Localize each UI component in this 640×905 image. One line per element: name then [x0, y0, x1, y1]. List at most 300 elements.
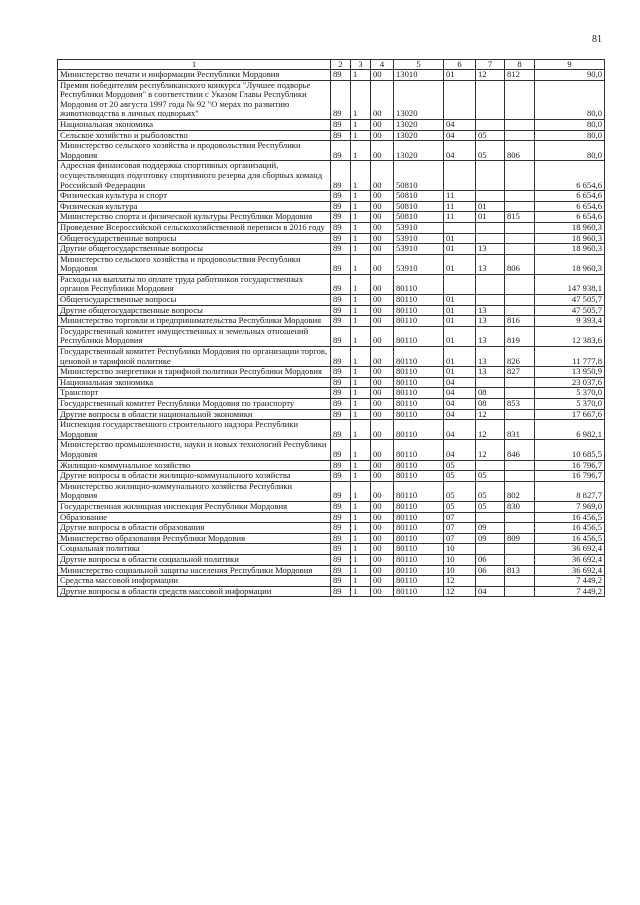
code-prog-cell: 00	[371, 254, 394, 274]
code-prog-cell: 00	[371, 295, 394, 306]
code-section-cell: 01	[444, 295, 476, 306]
code-sp-cell: 1	[351, 440, 371, 460]
code-section-cell	[444, 80, 476, 119]
code-prog-cell: 00	[371, 316, 394, 327]
code-section-cell: 12	[444, 586, 476, 597]
code-sp-cell: 1	[351, 201, 371, 212]
table-row	[58, 212, 605, 223]
code-prog-cell: 00	[371, 399, 394, 410]
code-ministry-cell: 826	[505, 347, 535, 367]
code-section-cell: 05	[444, 501, 476, 512]
amount-cell: 16 456,5	[535, 533, 605, 544]
code-gr-cell: 89	[331, 274, 351, 294]
code-section-cell: 01	[444, 233, 476, 244]
row-name-cell: Государственный комитет Республики Мордовия по организации торгов, ценовой и тарифной политике	[58, 347, 331, 367]
code-sp-cell: 1	[351, 212, 371, 223]
code-ministry-cell: 816	[505, 316, 535, 327]
code-sp-cell: 1	[351, 565, 371, 576]
code-gr-cell: 89	[331, 326, 351, 346]
row-name-cell: Адресная финансовая поддержка спортивных организаций, осуществляющих подготовку спортивного резерва для сборных команд Российской Федерации	[58, 161, 331, 191]
code-prog-cell: 00	[371, 481, 394, 501]
code-prog-cell: 00	[371, 409, 394, 420]
table-row	[58, 201, 605, 212]
code-sp-cell: 1	[351, 460, 371, 471]
code-ministry-cell	[505, 233, 535, 244]
code-ministry-cell: 830	[505, 501, 535, 512]
code-prog-cell: 00	[371, 326, 394, 346]
code-target-cell: 53910	[394, 222, 444, 233]
code-sp-cell: 1	[351, 70, 371, 81]
code-sp-cell: 1	[351, 388, 371, 399]
code-section-cell: 04	[444, 409, 476, 420]
code-target-cell: 13020	[394, 119, 444, 130]
code-sp-cell: 1	[351, 399, 371, 410]
code-prog-cell: 00	[371, 440, 394, 460]
table-row	[58, 523, 605, 534]
row-name-cell: Транспорт	[58, 388, 331, 399]
row-name-cell: Министерство социальной защиты населения Республики Мордовия	[58, 565, 331, 576]
code-sp-cell: 1	[351, 544, 371, 555]
code-ministry-cell	[505, 119, 535, 130]
table-row	[58, 316, 605, 327]
table-row	[58, 501, 605, 512]
code-ministry-cell	[505, 471, 535, 482]
amount-cell: 16 456,5	[535, 523, 605, 534]
code-section-cell: 10	[444, 554, 476, 565]
code-section-cell: 12	[444, 576, 476, 587]
code-subsection-cell: 05	[476, 471, 505, 482]
table-row	[58, 191, 605, 202]
row-name-cell: Министерство торговли и предпринимательства Республики Мордовия	[58, 316, 331, 327]
code-section-cell	[444, 274, 476, 294]
code-gr-cell: 89	[331, 119, 351, 130]
code-sp-cell: 1	[351, 274, 371, 294]
table-row	[58, 130, 605, 141]
code-prog-cell: 00	[371, 544, 394, 555]
code-ministry-cell: 831	[505, 420, 535, 440]
code-gr-cell: 89	[331, 565, 351, 576]
code-section-cell: 05	[444, 460, 476, 471]
code-target-cell: 80110	[394, 576, 444, 587]
code-sp-cell: 1	[351, 377, 371, 388]
code-sp-cell: 1	[351, 161, 371, 191]
row-name-cell: Другие вопросы в области национальной экономики	[58, 409, 331, 420]
table-row	[58, 399, 605, 410]
code-section-cell: 04	[444, 388, 476, 399]
code-prog-cell: 00	[371, 141, 394, 161]
code-subsection-cell: 08	[476, 399, 505, 410]
code-prog-cell: 00	[371, 388, 394, 399]
amount-cell: 80,0	[535, 119, 605, 130]
code-ministry-cell	[505, 80, 535, 119]
code-sp-cell: 1	[351, 420, 371, 440]
row-name-cell: Социальная политика	[58, 544, 331, 555]
amount-cell: 5 370,0	[535, 399, 605, 410]
code-subsection-cell	[476, 544, 505, 555]
code-section-cell: 04	[444, 119, 476, 130]
amount-cell: 6 982,1	[535, 420, 605, 440]
code-prog-cell: 00	[371, 161, 394, 191]
code-subsection-cell	[476, 161, 505, 191]
amount-cell: 18 960,3	[535, 254, 605, 274]
code-ministry-cell	[505, 388, 535, 399]
code-subsection-cell: 12	[476, 70, 505, 81]
code-target-cell: 13020	[394, 130, 444, 141]
code-subsection-cell: 06	[476, 554, 505, 565]
code-section-cell: 01	[444, 254, 476, 274]
code-gr-cell: 89	[331, 80, 351, 119]
table-row	[58, 460, 605, 471]
code-target-cell: 80110	[394, 377, 444, 388]
table-row	[58, 347, 605, 367]
amount-cell: 7 449,2	[535, 576, 605, 587]
code-target-cell: 80110	[394, 420, 444, 440]
code-target-cell: 80110	[394, 481, 444, 501]
code-target-cell: 80110	[394, 586, 444, 597]
code-target-cell: 80110	[394, 523, 444, 534]
code-gr-cell: 89	[331, 316, 351, 327]
code-section-cell: 01	[444, 347, 476, 367]
code-prog-cell: 00	[371, 70, 394, 81]
code-section-cell: 01	[444, 367, 476, 378]
code-gr-cell: 89	[331, 533, 351, 544]
table-row	[58, 377, 605, 388]
code-ministry-cell	[505, 201, 535, 212]
code-subsection-cell	[476, 191, 505, 202]
code-target-cell: 53910	[394, 254, 444, 274]
code-section-cell: 11	[444, 201, 476, 212]
amount-cell: 147 938,1	[535, 274, 605, 294]
row-name-cell: Образование	[58, 512, 331, 523]
code-ministry-cell	[505, 305, 535, 316]
code-prog-cell: 00	[371, 533, 394, 544]
table-row	[58, 388, 605, 399]
code-target-cell: 80110	[394, 409, 444, 420]
amount-cell: 16 796,7	[535, 460, 605, 471]
code-gr-cell: 89	[331, 233, 351, 244]
code-subsection-cell	[476, 233, 505, 244]
table-row	[58, 544, 605, 555]
row-name-cell: Инспекция государственного строительного надзора Республики Мордовия	[58, 420, 331, 440]
row-name-cell: Другие общегосударственные вопросы	[58, 244, 331, 255]
code-ministry-cell	[505, 191, 535, 202]
code-sp-cell: 1	[351, 501, 371, 512]
amount-cell: 36 692,4	[535, 554, 605, 565]
code-section-cell: 04	[444, 440, 476, 460]
table-row	[58, 440, 605, 460]
column-header: 4	[371, 60, 394, 70]
amount-cell: 6 654,6	[535, 201, 605, 212]
code-gr-cell: 89	[331, 201, 351, 212]
code-ministry-cell	[505, 161, 535, 191]
code-subsection-cell: 12	[476, 440, 505, 460]
code-ministry-cell	[505, 554, 535, 565]
code-target-cell: 80110	[394, 533, 444, 544]
code-section-cell: 01	[444, 70, 476, 81]
code-gr-cell: 89	[331, 305, 351, 316]
code-target-cell: 13020	[394, 141, 444, 161]
code-subsection-cell: 06	[476, 565, 505, 576]
table-row	[58, 420, 605, 440]
code-gr-cell: 89	[331, 70, 351, 81]
code-gr-cell: 89	[331, 420, 351, 440]
amount-cell: 6 654,6	[535, 191, 605, 202]
code-section-cell: 04	[444, 399, 476, 410]
table-row	[58, 141, 605, 161]
code-sp-cell: 1	[351, 554, 371, 565]
code-prog-cell: 00	[371, 244, 394, 255]
column-header: 3	[351, 60, 371, 70]
row-name-cell: Другие вопросы в области жилищно-коммунального хозяйства	[58, 471, 331, 482]
amount-cell: 16 456,5	[535, 512, 605, 523]
table-row	[58, 565, 605, 576]
code-subsection-cell: 13	[476, 254, 505, 274]
code-subsection-cell: 13	[476, 347, 505, 367]
code-section-cell: 01	[444, 316, 476, 327]
code-prog-cell: 00	[371, 201, 394, 212]
amount-cell: 9 393,4	[535, 316, 605, 327]
code-gr-cell: 89	[331, 586, 351, 597]
code-sp-cell: 1	[351, 533, 371, 544]
row-name-cell: Другие вопросы в области социальной политики	[58, 554, 331, 565]
row-name-cell: Физическая культура	[58, 201, 331, 212]
code-gr-cell: 89	[331, 512, 351, 523]
code-ministry-cell	[505, 460, 535, 471]
code-section-cell: 05	[444, 481, 476, 501]
code-subsection-cell: 01	[476, 212, 505, 223]
code-subsection-cell	[476, 295, 505, 306]
row-name-cell: Средства массовой информации	[58, 576, 331, 587]
code-target-cell: 50810	[394, 212, 444, 223]
code-subsection-cell	[476, 80, 505, 119]
code-gr-cell: 89	[331, 130, 351, 141]
budget-table	[57, 59, 605, 597]
code-section-cell: 10	[444, 565, 476, 576]
table-row	[58, 533, 605, 544]
code-ministry-cell: 815	[505, 212, 535, 223]
code-gr-cell: 89	[331, 388, 351, 399]
column-header: 8	[505, 60, 535, 70]
table-row	[58, 80, 605, 119]
row-name-cell: Министерство сельского хозяйства и продовольствия Республики Мордовия	[58, 141, 331, 161]
code-target-cell: 80110	[394, 367, 444, 378]
code-subsection-cell: 13	[476, 316, 505, 327]
amount-cell: 7 449,2	[535, 586, 605, 597]
table-row	[58, 481, 605, 501]
code-gr-cell: 89	[331, 523, 351, 534]
code-subsection-cell	[476, 576, 505, 587]
code-sp-cell: 1	[351, 254, 371, 274]
code-target-cell: 53910	[394, 244, 444, 255]
code-prog-cell: 00	[371, 460, 394, 471]
row-name-cell: Проведение Всероссийской сельскохозяйственной переписи в 2016 году	[58, 222, 331, 233]
code-prog-cell: 00	[371, 512, 394, 523]
code-sp-cell: 1	[351, 576, 371, 587]
code-ministry-cell	[505, 586, 535, 597]
code-sp-cell: 1	[351, 244, 371, 255]
code-prog-cell: 00	[371, 119, 394, 130]
row-name-cell: Министерство жилищно-коммунального хозяйства Республики Мордовия	[58, 481, 331, 501]
code-ministry-cell: 806	[505, 141, 535, 161]
code-target-cell: 80110	[394, 399, 444, 410]
code-gr-cell: 89	[331, 377, 351, 388]
table-row	[58, 161, 605, 191]
code-ministry-cell	[505, 512, 535, 523]
code-sp-cell: 1	[351, 130, 371, 141]
table-row	[58, 586, 605, 597]
amount-cell: 10 685,5	[535, 440, 605, 460]
row-name-cell: Общегосударственные вопросы	[58, 233, 331, 244]
code-sp-cell: 1	[351, 523, 371, 534]
code-gr-cell: 89	[331, 501, 351, 512]
code-subsection-cell: 05	[476, 141, 505, 161]
code-subsection-cell: 13	[476, 305, 505, 316]
code-prog-cell: 00	[371, 554, 394, 565]
code-sp-cell: 1	[351, 316, 371, 327]
amount-cell: 11 777,8	[535, 347, 605, 367]
code-gr-cell: 89	[331, 244, 351, 255]
code-prog-cell: 00	[371, 471, 394, 482]
code-subsection-cell: 05	[476, 501, 505, 512]
code-section-cell: 01	[444, 305, 476, 316]
code-prog-cell: 00	[371, 523, 394, 534]
code-target-cell: 50810	[394, 201, 444, 212]
code-sp-cell: 1	[351, 80, 371, 119]
code-ministry-cell	[505, 244, 535, 255]
code-ministry-cell: 853	[505, 399, 535, 410]
table-row	[58, 576, 605, 587]
column-header: 5	[394, 60, 444, 70]
code-target-cell: 80110	[394, 326, 444, 346]
row-name-cell: Жилищно-коммунальное хозяйство	[58, 460, 331, 471]
code-target-cell: 80110	[394, 295, 444, 306]
amount-cell: 47 505,7	[535, 295, 605, 306]
code-subsection-cell: 13	[476, 367, 505, 378]
code-ministry-cell: 806	[505, 254, 535, 274]
table-row	[58, 326, 605, 346]
code-target-cell: 80110	[394, 554, 444, 565]
code-gr-cell: 89	[331, 471, 351, 482]
code-target-cell: 80110	[394, 274, 444, 294]
code-target-cell: 80110	[394, 305, 444, 316]
code-target-cell: 80110	[394, 512, 444, 523]
code-section-cell: 10	[444, 544, 476, 555]
code-prog-cell: 00	[371, 347, 394, 367]
table-row	[58, 305, 605, 316]
code-gr-cell: 89	[331, 347, 351, 367]
code-prog-cell: 00	[371, 420, 394, 440]
code-sp-cell: 1	[351, 305, 371, 316]
amount-cell: 6 654,6	[535, 161, 605, 191]
code-subsection-cell: 01	[476, 201, 505, 212]
code-ministry-cell	[505, 274, 535, 294]
code-prog-cell: 00	[371, 501, 394, 512]
code-subsection-cell	[476, 274, 505, 294]
code-target-cell: 50810	[394, 161, 444, 191]
code-section-cell: 04	[444, 141, 476, 161]
column-header: 9	[535, 60, 605, 70]
amount-cell: 12 383,6	[535, 326, 605, 346]
code-section-cell: 05	[444, 471, 476, 482]
code-gr-cell: 89	[331, 161, 351, 191]
code-ministry-cell: 827	[505, 367, 535, 378]
table-row	[58, 254, 605, 274]
code-gr-cell: 89	[331, 399, 351, 410]
code-section-cell: 01	[444, 326, 476, 346]
code-prog-cell: 00	[371, 222, 394, 233]
table-row	[58, 274, 605, 294]
code-target-cell: 13020	[394, 80, 444, 119]
code-subsection-cell	[476, 377, 505, 388]
table-row	[58, 233, 605, 244]
amount-cell: 90,0	[535, 70, 605, 81]
row-name-cell: Национальная экономика	[58, 377, 331, 388]
row-name-cell: Другие вопросы в области образования	[58, 523, 331, 534]
code-subsection-cell: 04	[476, 586, 505, 597]
code-section-cell: 04	[444, 130, 476, 141]
code-gr-cell: 89	[331, 554, 351, 565]
code-subsection-cell: 13	[476, 326, 505, 346]
amount-cell: 13 950,9	[535, 367, 605, 378]
code-target-cell: 50810	[394, 191, 444, 202]
code-ministry-cell	[505, 409, 535, 420]
amount-cell: 18 960,3	[535, 244, 605, 255]
column-header: 1	[58, 60, 331, 70]
code-section-cell: 11	[444, 191, 476, 202]
code-ministry-cell: 802	[505, 481, 535, 501]
code-gr-cell: 89	[331, 440, 351, 460]
code-target-cell: 80110	[394, 347, 444, 367]
amount-cell: 36 692,4	[535, 565, 605, 576]
column-header: 6	[444, 60, 476, 70]
code-sp-cell: 1	[351, 347, 371, 367]
code-target-cell: 80110	[394, 565, 444, 576]
row-name-cell: Государственный комитет Республики Мордовия по транспорту	[58, 399, 331, 410]
code-target-cell: 80110	[394, 388, 444, 399]
code-prog-cell: 00	[371, 130, 394, 141]
code-ministry-cell	[505, 544, 535, 555]
code-sp-cell: 1	[351, 512, 371, 523]
code-sp-cell: 1	[351, 367, 371, 378]
code-prog-cell: 00	[371, 367, 394, 378]
code-gr-cell: 89	[331, 191, 351, 202]
table-row	[58, 471, 605, 482]
row-name-cell: Министерство сельского хозяйства и продовольствия Республики Мордовия	[58, 254, 331, 274]
code-gr-cell: 89	[331, 409, 351, 420]
amount-cell: 17 667,6	[535, 409, 605, 420]
row-name-cell: Общегосударственные вопросы	[58, 295, 331, 306]
code-subsection-cell	[476, 222, 505, 233]
code-sp-cell: 1	[351, 481, 371, 501]
code-gr-cell: 89	[331, 254, 351, 274]
code-target-cell: 80110	[394, 471, 444, 482]
row-name-cell: Физическая культура и спорт	[58, 191, 331, 202]
code-sp-cell: 1	[351, 222, 371, 233]
code-subsection-cell: 05	[476, 130, 505, 141]
code-gr-cell: 89	[331, 460, 351, 471]
code-sp-cell: 1	[351, 326, 371, 346]
amount-cell: 18 960,3	[535, 233, 605, 244]
code-subsection-cell: 08	[476, 388, 505, 399]
row-name-cell: Другие общегосударственные вопросы	[58, 305, 331, 316]
row-name-cell: Сельское хозяйство и рыболовство	[58, 130, 331, 141]
table-row	[58, 295, 605, 306]
code-prog-cell: 00	[371, 305, 394, 316]
table-row	[58, 367, 605, 378]
code-section-cell	[444, 161, 476, 191]
row-name-cell: Расходы на выплаты по оплате труда работников государственных органов Республики Мордовия	[58, 274, 331, 294]
code-ministry-cell	[505, 222, 535, 233]
